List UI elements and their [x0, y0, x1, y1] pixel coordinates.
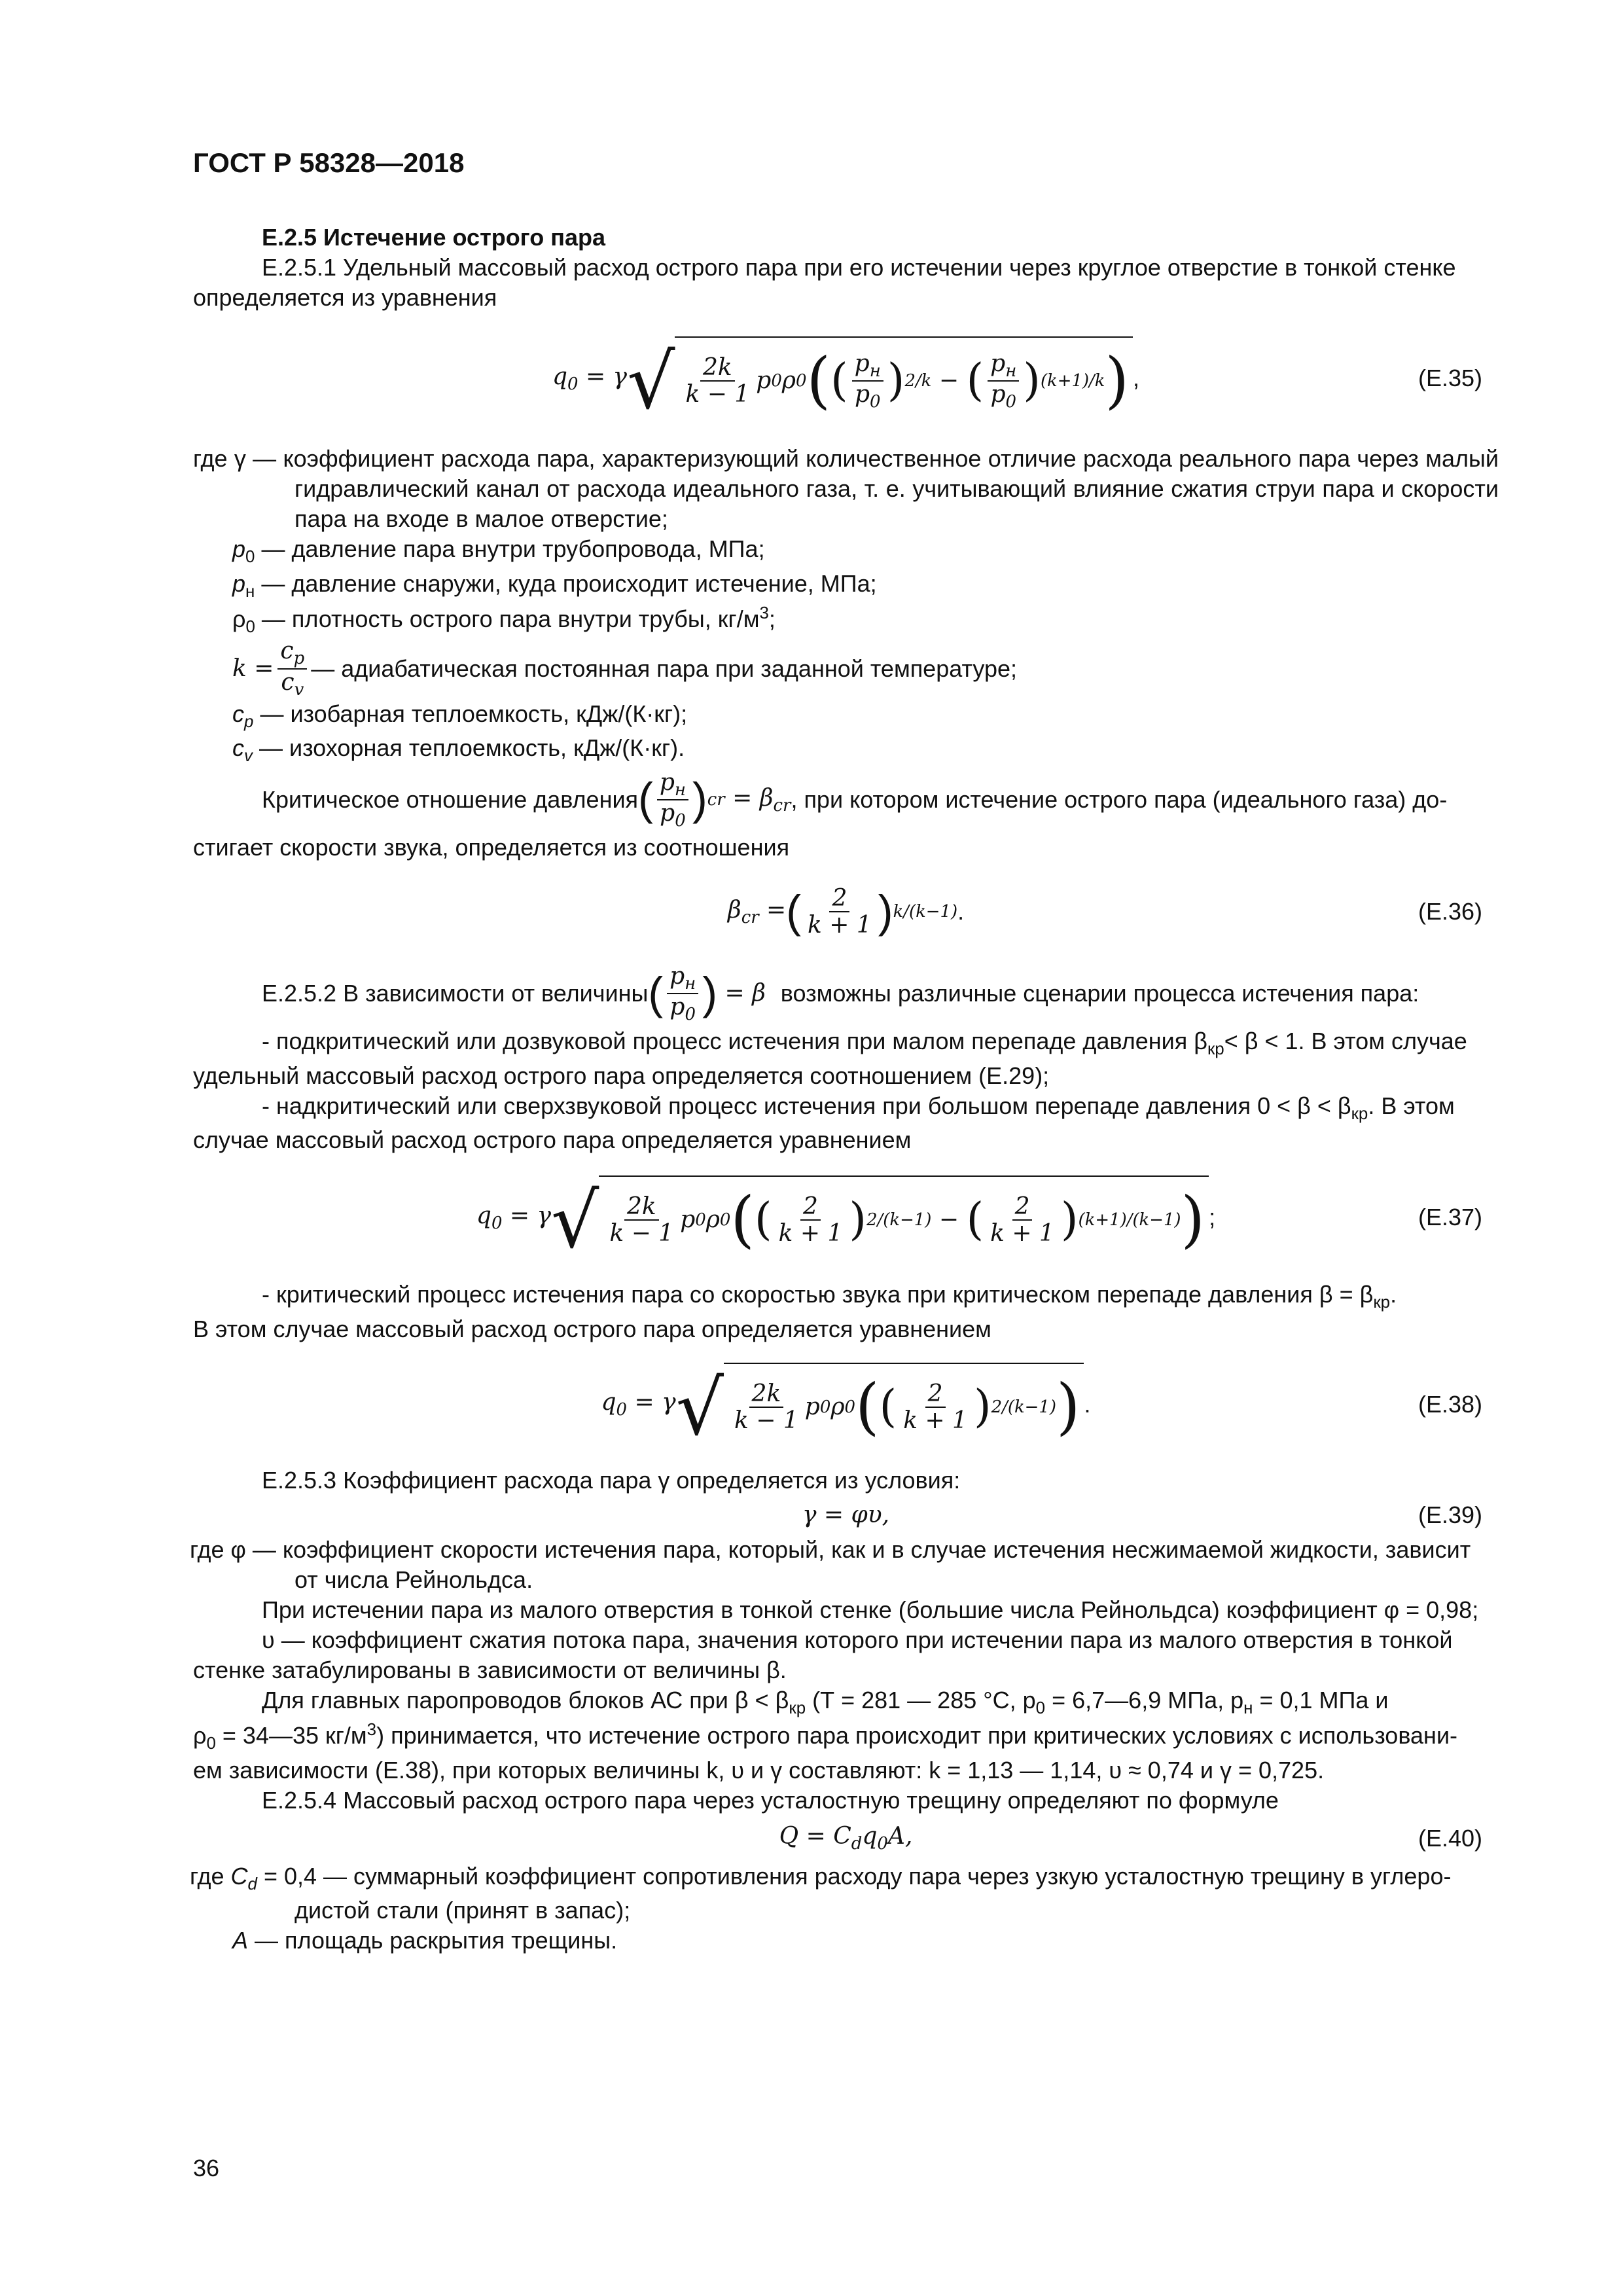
- equation-number: (Е.38): [1418, 1391, 1482, 1418]
- equation-number: (Е.40): [1418, 1824, 1482, 1852]
- critical-process-cont: В этом случае массовый расход острого пара определяется уравнением: [193, 1315, 991, 1342]
- main-pipelines-paragraph: Для главных паропроводов блоков АС при $\beta < \beta_{кр}$ (Т = 281 — 285 °С, $р_0$ = 6,7—6,9 МПа, $р_н = 0,1$ МПа и: [262, 1687, 1389, 1718]
- where-pn: $р_н$ — давление снаружи, куда происходит истечение, МПа;: [232, 569, 877, 601]
- subcritical-process-cont: удельный массовый расход острого пара определяется соотношением (Е.29);: [193, 1062, 1050, 1089]
- paragraph-e254: Е.2.5.4 Массовый расход острого пара через усталостную трещину определяют по формуле: [262, 1786, 1279, 1814]
- page-number: 36: [193, 2155, 220, 2181]
- critical-process: - критический процесс истечения пара со скоростью звука при критическом перепаде давления $\beta = \beta_{кр}$.: [262, 1281, 1397, 1312]
- supercritical-process-cont: случае массовый расход острого пара определяется уравнением: [193, 1126, 912, 1154]
- paragraph-e251-line2: определяется из уравнения: [193, 284, 497, 312]
- where-k: k = $\frac{c_p}{c_v}$ — адиабатическая постоянная пара при заданной температуре;: [232, 637, 1017, 700]
- equation-number: (Е.39): [1418, 1501, 1482, 1528]
- where-upsilon-cont: стенке затабулированы в зависимости от величины β.: [193, 1657, 787, 1684]
- document-body: [190, 223, 1499, 1956]
- where-phi: где φ — коэффициент скорости истечения пара, который, как и в случае истечения несжимаемой жидкости, зависит от числа Рейнольдса.: [190, 1535, 1471, 1593]
- subcritical-process: - подкритический или дозвуковой процесс истечения при малом перепаде давления $\beta_{кр}< \beta < 1$. В этом случае: [262, 1028, 1467, 1059]
- equation-e39: [193, 1496, 1499, 1535]
- equation-e35: $q_0 = \gamma$ √ $\frac{2k}{k - 1}$ p 0 ρ 0 ( ( $\frac{p_н}{p_0}$ ) 2/k − ( $\frac{p_н}{p_0}$ ) (k+1)/k ) , (Е.35): [193, 313, 1499, 444]
- where-cd-cont: дистой стали (принят в запас);: [294, 1897, 631, 1924]
- equation-e36: $\beta_{cr}$ = ( $\frac{2}{k + 1}$ ) k/(k−1) . (Е.36): [727, 884, 1482, 939]
- section-title: Е.2.5 Истечение острого пара: [262, 224, 605, 251]
- where-p0: $р_0$ — давление пара внутри трубопровода, МПа;: [232, 535, 765, 567]
- paragraph-e253: Е.2.5.3 Коэффициент расхода пара γ определяется из условия:: [262, 1466, 961, 1494]
- paragraph-e251-line1: Е.2.5.1 Удельный массовый расход острого пара при его истечении через круглое отверстие в тонкой стенке: [262, 254, 1456, 281]
- where-cv: $с_v$ — изохорная теплоемкость, кДж/(К·кг).: [232, 734, 685, 766]
- critical-ratio-paragraph: Критическое отношение давления ( $\frac{p_н}{p_0}$ ) cr = $\beta_{cr}$ , при котором истечение острого пара (идеального газа) до-: [262, 768, 1448, 831]
- equation-e40: $Q = C_dq_0A$, (Е.40): [779, 1823, 1482, 1854]
- supercritical-process: - надкритический или сверхзвуковой процесс истечения при большом перепаде давления $0 < \beta < \beta_{кр}$. В этом: [262, 1092, 1455, 1123]
- equation-number: (Е.36): [1418, 898, 1482, 925]
- equation-number: (Е.37): [1418, 1204, 1482, 1231]
- critical-ratio-cont: стигает скорости звука, определяется из соотношения: [193, 834, 790, 861]
- paragraph-e252: Е.2.5.2 В зависимости от величины ( $\frac{p_н}{p_0}$ ) = β возможны различные сценарии процесса истечения пара:: [262, 962, 1419, 1025]
- main-pipelines-cont: $\rho_0$ = 34—35 $кг/м^3$) принимается, что истечение острого пара происходит при критических условиях с использовани-: [193, 1721, 1458, 1753]
- equation-e38: $q_0 = \gamma$ √ $\frac{2k}{k - 1}$ p 0 ρ 0 ( ( $\frac{2}{k + 1}$ ) 2/(k−1) ) . (Е.38): [193, 1344, 1499, 1465]
- where-cp: $с_р$ — изобарная теплоемкость, кДж/(К·кг);: [232, 700, 688, 731]
- where-rho0: $\rho_0$ — плотность острого пара внутри трубы, $кг/м^3$;: [232, 604, 776, 637]
- where-gamma: где γ — коэффициент расхода пара, характеризующий количественное отличие расхода реального пара через малый гидравлический канал от расхода идеального газа, т. е. учитывающий влияние сжатия струи пара и скорости пара на входе в малое отверстие;: [193, 445, 1499, 533]
- phi-value: При истечении пара из малого отверстия в тонкой стенке (большие числа Рейнольдса) коэффициент φ = 0,98;: [262, 1596, 1479, 1623]
- main-pipelines-end: ем зависимости (Е.38), при которых величины k, υ и γ составляют: k = 1,13 — 1,14, υ ≈ 0,74 и γ = 0,725.: [193, 1756, 1325, 1784]
- formula-e39: γ = φυ,: [802, 1501, 890, 1528]
- page: [190, 0, 1499, 2296]
- equation-e37: $q_0 = \gamma$ √ $\frac{2k}{k - 1}$ p 0 ρ 0 ( ( $\frac{2}{k + 1}$ ) 2/(k−1) − ( $\frac{2}{k + 1}$ ) (k+1)/(k−1) ) ; (Е.37): [193, 1155, 1499, 1280]
- where-a: А — площадь раскрытия трещины.: [232, 1927, 618, 1954]
- where-upsilon: υ — коэффициент сжатия потока пара, значения которого при истечении пара из малого отверстия в тонкой: [262, 1626, 1453, 1653]
- where-cd: где $C_d = 0,4$ — суммарный коэффициент сопротивления расходу пара через узкую усталостную трещину в углеро-: [190, 1863, 1452, 1894]
- document-header: ГОСТ Р 58328—2018: [193, 147, 465, 178]
- equation-number: (Е.35): [1418, 365, 1482, 392]
